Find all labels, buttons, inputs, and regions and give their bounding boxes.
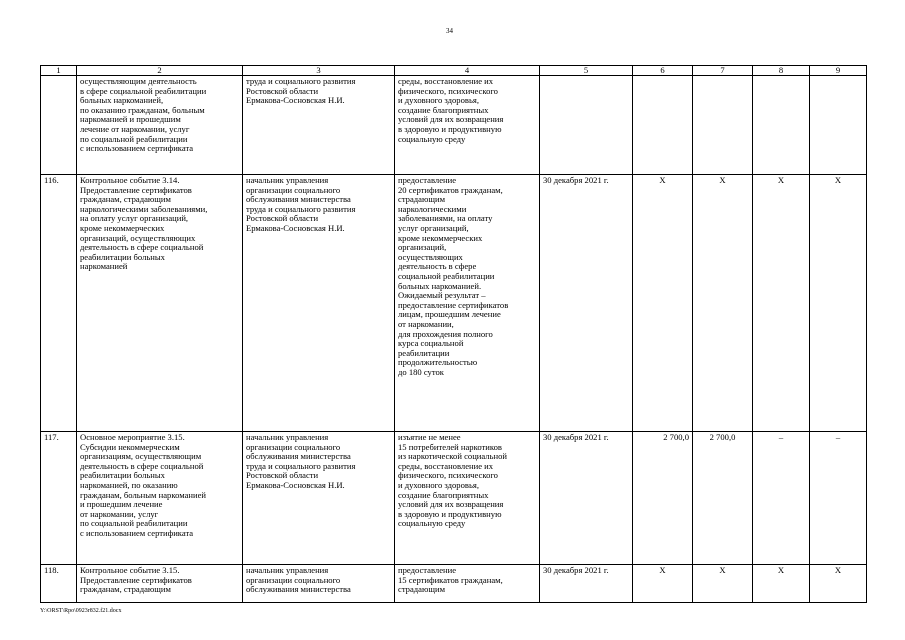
col6-value: X <box>633 175 693 432</box>
header-cell: 6 <box>633 66 693 76</box>
header-cell: 7 <box>693 66 753 76</box>
page-number: 34 <box>446 27 453 35</box>
deadline <box>540 76 633 175</box>
header-row <box>41 66 867 76</box>
table-row <box>41 76 867 175</box>
col7-value: 2 700,0 <box>693 432 753 565</box>
header-cell: 4 <box>395 66 540 76</box>
responsible: начальник управления организации социального обслуживания министерства <box>243 565 395 603</box>
col9-value <box>810 76 867 175</box>
table-row <box>41 175 867 432</box>
col8-value: X <box>753 175 810 432</box>
event-name: Основное мероприятие 3.15. Субсидии некоммерческим организациям, осуществляющим деятельность в сфере социальной реабилитации больных наркоманией, по оказанию гражданам, больным наркоманией и прошедшим лечение от наркомании, услуг по социальной реабилитации с использованием сертификата <box>77 432 243 565</box>
table-row <box>41 565 867 603</box>
col8-value: – <box>753 432 810 565</box>
row-number: 116. <box>41 175 77 432</box>
event-name: Контрольное событие 3.14. Предоставление сертификатов гражданам, страдающим наркологическими заболеваниями, на оплату услуг организаций, кроме некоммерческих организаций, осуществляющих деятельность в сфере социальной реабилитации больных наркоманией <box>77 175 243 432</box>
expected-result: предоставление 15 сертификатов гражданам, страдающим <box>395 565 540 603</box>
header-cell: 1 <box>41 66 77 76</box>
row-number: 117. <box>41 432 77 565</box>
header-cell: 9 <box>810 66 867 76</box>
col7-value <box>693 76 753 175</box>
col6-value <box>633 76 693 175</box>
col6-value: X <box>633 565 693 603</box>
expected-result: изъятие не менее 15 потребителей наркотиков из наркотической социальной среды, восстановление их физического, психического и духовного здоровья, создание благоприятных условий для их возвращения в здоровую и продуктивную социальную среду <box>395 432 540 565</box>
header-cell: 8 <box>753 66 810 76</box>
deadline: 30 декабря 2021 г. <box>540 565 633 603</box>
col9-value: X <box>810 175 867 432</box>
deadline: 30 декабря 2021 г. <box>540 432 633 565</box>
col7-value: X <box>693 175 753 432</box>
plan-table <box>40 65 867 603</box>
expected-result: среды, восстановление их физического, психического и духовного здоровья, создание благоприятных условий для их возвращения в здоровую и продуктивную социальную среду <box>395 76 540 175</box>
col8-value: X <box>753 565 810 603</box>
col8-value <box>753 76 810 175</box>
deadline: 30 декабря 2021 г. <box>540 175 633 432</box>
responsible: начальник управления организации социального обслуживания министерства труда и социального развития Ростовской области Ермакова-Сосновская Н.И. <box>243 432 395 565</box>
row-number <box>41 76 77 175</box>
expected-result: предоставление 20 сертификатов гражданам, страдающим наркологическими заболеваниями, на оплату услуг организаций, кроме некоммерческих организаций, осуществляющих деятельность в сфере социальной реабилитации больных наркоманией. Ожидаемый результат – предоставление сертификатов лицам, прошедшим лечение от наркомании, для прохождения полного курса социальной реабилитации продолжительностью до 180 суток <box>395 175 540 432</box>
responsible: начальник управления организации социального обслуживания министерства труда и социального развития Ростовской области Ермакова-Сосновская Н.И. <box>243 175 395 432</box>
header-cell: 2 <box>77 66 243 76</box>
row-number: 118. <box>41 565 77 603</box>
event-name: Контрольное событие 3.15. Предоставление сертификатов гражданам, страдающим <box>77 565 243 603</box>
table-row <box>41 432 867 565</box>
event-name: осуществляющим деятельность в сфере социальной реабилитации больных наркоманией, по оказанию гражданам, больным наркоманией и прошедшим лечение от наркомании, услуг по социальной реабилитации с использованием сертификата <box>77 76 243 175</box>
col9-value: X <box>810 565 867 603</box>
header-cell: 5 <box>540 66 633 76</box>
responsible: труда и социального развития Ростовской области Ермакова-Сосновская Н.И. <box>243 76 395 175</box>
file-path-footer: Y:\ORST\Rpo\0923r832.f21.docx <box>40 608 122 614</box>
col7-value: X <box>693 565 753 603</box>
col6-value: 2 700,0 <box>633 432 693 565</box>
col9-value: – <box>810 432 867 565</box>
header-cell: 3 <box>243 66 395 76</box>
